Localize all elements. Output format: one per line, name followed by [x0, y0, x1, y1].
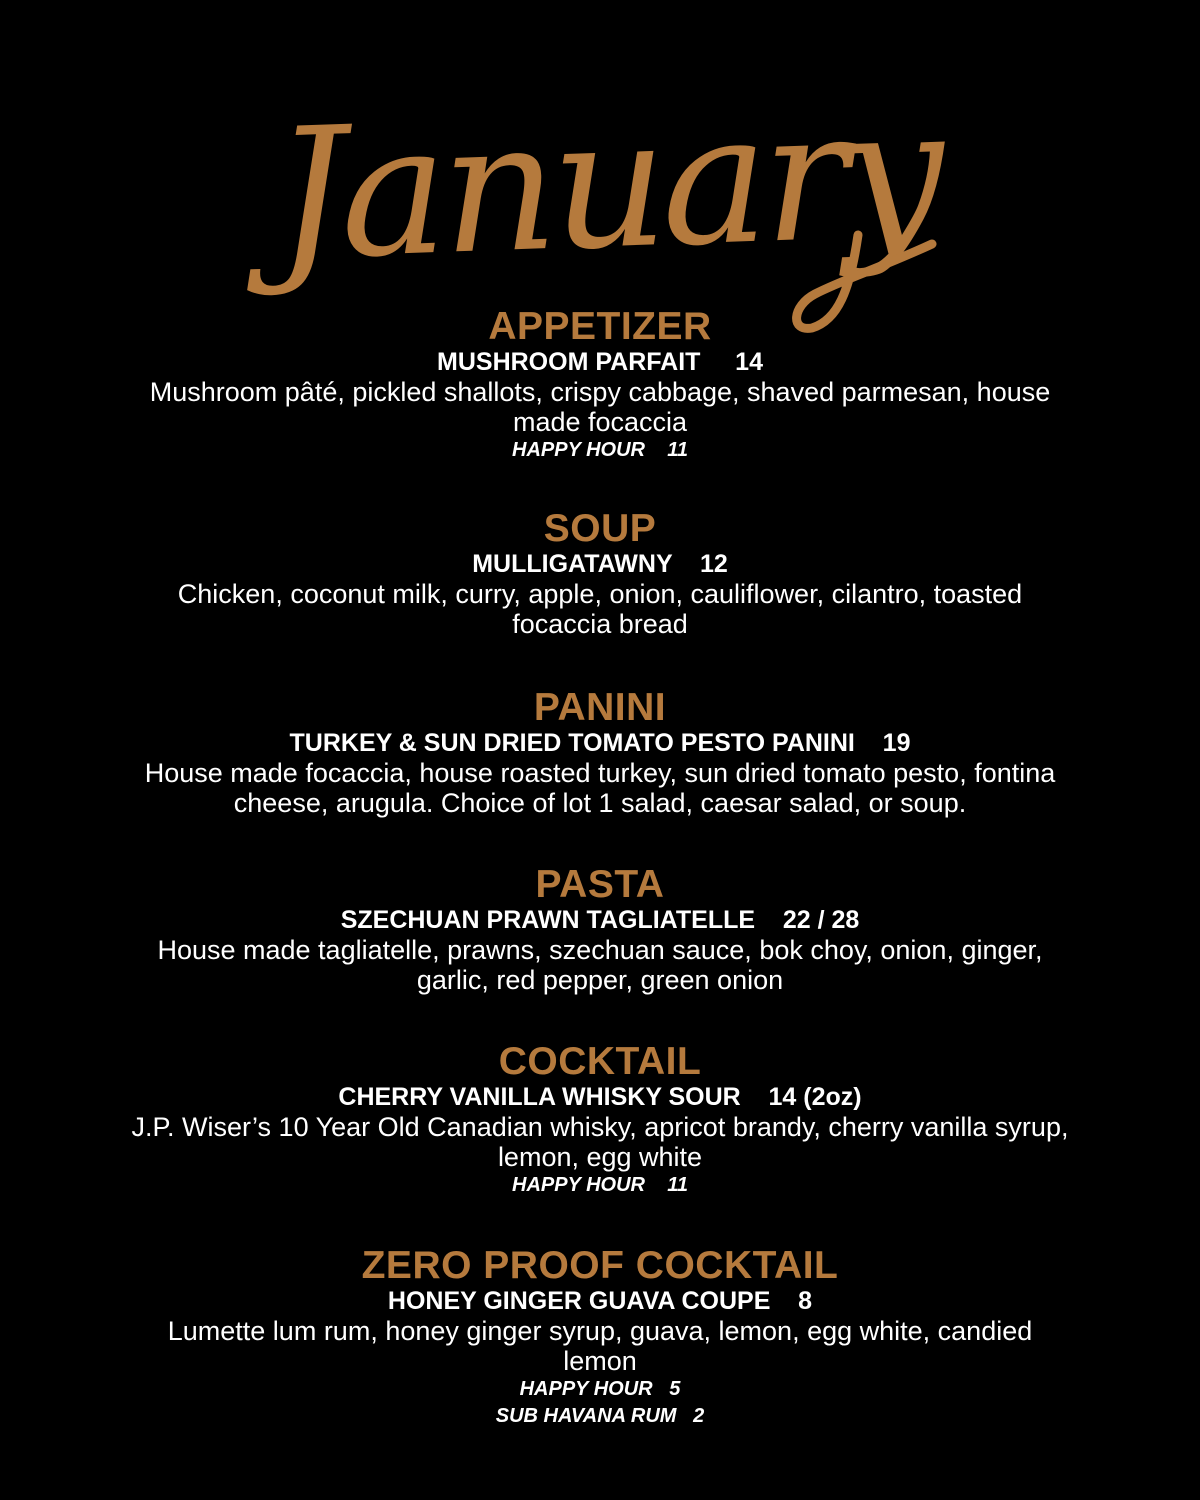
- section-heading: ZERO PROOF COCKTAIL: [361, 1244, 839, 1287]
- menu-item-name-price: MULLIGATAWNY 12: [472, 550, 728, 578]
- menu-item-name-price: HONEY GINGER GUAVA COUPE 8: [387, 1287, 813, 1315]
- happy-hour-note: HAPPY HOUR 11: [512, 439, 688, 461]
- menu-item-description: House made tagliatelle, prawns, szechuan sauce, bok choy, onion, ginger, garlic, red pepper, green onion: [157, 935, 1043, 995]
- menu-item-name-price: CHERRY VANILLA WHISKY SOUR 14 (2oz): [338, 1083, 862, 1111]
- section-pasta: [0, 865, 1200, 995]
- menu-item-name-price: TURKEY & SUN DRIED TOMATO PESTO PANINI 19: [289, 729, 911, 757]
- happy-hour-note: HAPPY HOUR 5: [519, 1378, 681, 1400]
- section-heading: COCKTAIL: [498, 1040, 702, 1083]
- section-heading: SOUP: [543, 507, 657, 550]
- menu-item-description: J.P. Wiser’s 10 Year Old Canadian whisky, apricot brandy, cherry vanilla syrup, lemon, egg white: [131, 1112, 1069, 1172]
- section-heading: PANINI: [533, 686, 667, 729]
- section-cocktail: [0, 1042, 1200, 1199]
- section-soup: [0, 509, 1200, 639]
- menu-item-name-price: MUSHROOM PARFAIT 14: [437, 348, 763, 376]
- menu-item-name-price: SZECHUAN PRAWN TAGLIATELLE 22 / 28: [340, 906, 860, 934]
- menu-item-description: Mushroom pâté, pickled shallots, crispy cabbage, shaved parmesan, house made focaccia: [149, 377, 1051, 437]
- menu-item-description: Chicken, coconut milk, curry, apple, onion, cauliflower, cilantro, toasted focaccia bread: [177, 579, 1023, 639]
- menu-title-text: January: [270, 68, 942, 301]
- section-heading: APPETIZER: [488, 305, 712, 348]
- section-panini: [0, 688, 1200, 818]
- substitution-note: SUB HAVANA RUM 2: [495, 1405, 705, 1427]
- section-appetizer: [0, 307, 1200, 464]
- happy-hour-note: HAPPY HOUR 11: [512, 1174, 688, 1196]
- menu-item-description: House made focaccia, house roasted turkey, sun dried tomato pesto, fontina cheese, arugula. Choice of lot 1 salad, caesar salad, or soup.: [144, 758, 1056, 818]
- section-zero-proof-cocktail: [0, 1246, 1200, 1430]
- section-heading: PASTA: [535, 863, 665, 906]
- menu-item-description: Lumette lum rum, honey ginger syrup, guava, lemon, egg white, candied lemon: [167, 1316, 1033, 1376]
